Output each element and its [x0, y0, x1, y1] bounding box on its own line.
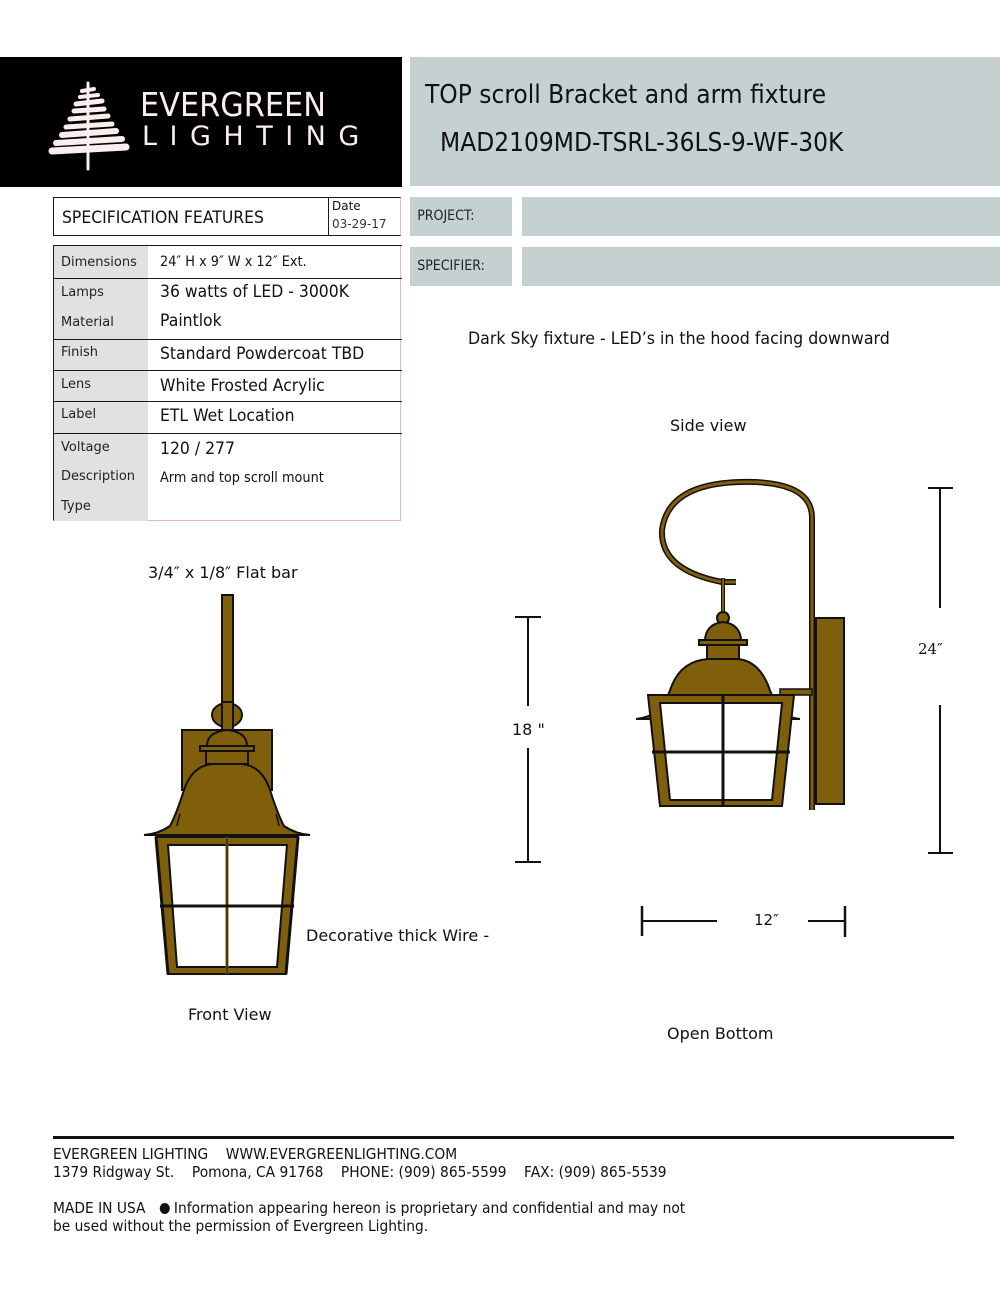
logo-text-evergreen: EVERGREEN — [140, 85, 326, 124]
project-label-box — [410, 197, 512, 236]
extension-12-label: 12″ — [754, 911, 779, 929]
date-label: Date — [332, 199, 361, 213]
height-18-dimension — [510, 610, 550, 870]
title-panel — [410, 57, 1000, 186]
specifier-field[interactable] — [522, 247, 1000, 286]
row-divider — [54, 339, 402, 340]
footer-line-1 — [53, 1145, 457, 1163]
spec-label-dimensions: Dimensions — [61, 255, 137, 270]
spec-value-description: Arm and top scroll mount — [160, 470, 324, 486]
front-view-caption: Front View — [188, 1005, 272, 1024]
project-field[interactable] — [522, 197, 1000, 236]
spec-heading: SPECIFICATION FEATURES — [62, 208, 264, 228]
footer-line-2 — [53, 1163, 667, 1181]
spec-heading-box — [53, 197, 401, 236]
footer-line-3 — [53, 1199, 685, 1217]
footer-city: Pomona, CA 91768 — [191, 1163, 324, 1181]
spec-label-description: Description — [61, 469, 136, 484]
spec-label-lamps: Lamps — [61, 285, 104, 300]
date-value: 03-29-17 — [332, 217, 387, 231]
side-view-caption: Side view — [670, 416, 747, 435]
spec-heading-divider — [328, 198, 329, 236]
height-18-label: 18 " — [512, 720, 545, 739]
made-in-usa: MADE IN USA — [53, 1199, 146, 1217]
logo-text-lighting: LIGHTING — [142, 121, 372, 152]
spec-value-lamps: 36 watts of LED - 3000K — [160, 282, 349, 302]
open-bottom-caption: Open Bottom — [667, 1024, 774, 1043]
spec-value-finish: Standard Powdercoat TBD — [160, 344, 365, 364]
disclaimer-line-1: Information appearing hereon is proprietary and confidential and may not — [173, 1199, 686, 1217]
spec-value-label: ETL Wet Location — [160, 406, 295, 426]
row-divider — [54, 401, 402, 402]
spec-label-label: Label — [61, 407, 97, 422]
row-divider — [54, 370, 402, 371]
project-label: PROJECT: — [417, 208, 475, 224]
front-view-drawing — [140, 590, 320, 980]
spec-table — [53, 245, 401, 521]
footer-company: EVERGREEN LIGHTING — [53, 1145, 209, 1163]
specifier-label: SPECIFIER: — [417, 258, 485, 274]
height-24-dimension — [925, 480, 965, 860]
page-title: TOP scroll Bracket and arm fixture — [425, 80, 827, 110]
footer-website[interactable]: WWW.EVERGREENLIGHTING.COM — [225, 1145, 458, 1163]
extension-12-dimension — [636, 900, 856, 940]
row-divider — [54, 278, 402, 279]
dark-sky-note: Dark Sky fixture - LED’s in the hood facing downward — [468, 329, 890, 349]
row-divider — [54, 433, 402, 434]
side-view-drawing — [630, 470, 860, 810]
flat-bar-note: 3/4″ x 1/8″ Flat bar — [148, 563, 298, 582]
footer-divider — [53, 1136, 954, 1139]
spec-value-material: Paintlok — [160, 311, 222, 331]
spec-label-material: Material — [61, 315, 114, 330]
decorative-wire-note: Decorative thick Wire - — [306, 926, 490, 945]
logo-banner — [0, 57, 402, 187]
spec-value-dimensions: 24″ H x 9″ W x 12″ Ext. — [160, 254, 307, 270]
spec-label-type: Type — [61, 499, 91, 514]
height-24-label: 24″ — [918, 640, 943, 658]
footer-fax: FAX: (909) 865-5539 — [524, 1163, 667, 1181]
spec-label-voltage: Voltage — [61, 440, 110, 455]
footer-address: 1379 Ridgway St. — [53, 1163, 175, 1181]
spec-label-finish: Finish — [61, 345, 99, 360]
row-divider — [54, 245, 402, 246]
spec-value-lens: White Frosted Acrylic — [160, 376, 325, 396]
specifier-label-box — [410, 247, 512, 286]
bullet-icon — [160, 1203, 170, 1214]
spec-value-voltage: 120 / 277 — [160, 439, 235, 459]
evergreen-tree-icon — [46, 79, 130, 171]
disclaimer-line-2: be used without the permission of Evergreen Lighting. — [53, 1217, 429, 1235]
spec-label-lens: Lens — [61, 377, 92, 392]
model-number: MAD2109MD-TSRL-36LS-9-WF-30K — [440, 128, 844, 158]
footer-phone: PHONE: (909) 865-5599 — [340, 1163, 507, 1181]
